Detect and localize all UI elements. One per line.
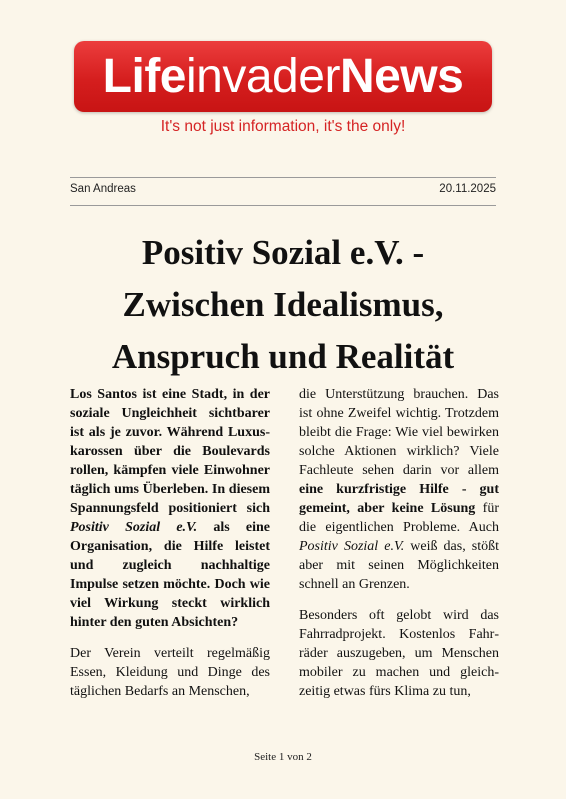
headline-line-2: Zwischen Idealismus, <box>122 285 444 324</box>
p1-text-3: weiß das, stößt aber mit seinen Möglichkeiten schnell an Grenzen. <box>299 539 499 592</box>
column-left <box>70 385 270 713</box>
dateline <box>70 183 496 195</box>
article-headline <box>30 227 536 383</box>
date: 20.11.2025 <box>439 183 496 195</box>
lifeinvader-news-logo <box>74 41 492 112</box>
paragraph-1-continued <box>299 385 499 594</box>
column-right <box>299 385 499 713</box>
bottom-rule <box>70 205 496 206</box>
logo-invader: invader <box>186 49 340 103</box>
lead-org-name: Positiv Sozial e.V. <box>70 520 198 535</box>
logo-life: Life <box>102 49 186 103</box>
logo-news: News <box>339 49 464 103</box>
lead-paragraph <box>70 385 270 632</box>
page-number: Seite 1 von 2 <box>254 751 312 763</box>
lead-text-1: Los Santos ist eine Stadt, in der soziale Ungleichheit sichtbarer ist als je zuvor. Während Luxuskarossen über die Boulevards rollen, kämpfen viele Einwohner täglich ums Überleben. In diesem Spannungsfeld positioniert sich <box>70 387 270 516</box>
headline-line-1: Positiv Sozial e.V. - <box>141 233 425 272</box>
paragraph-2: Besonders oft gelobt wird das Fahrradprojekt. Kostenlos Fahrräder auszugeben, um Menschen mobiler zu machen und gleichzeitig etwas fürs Klima zu tun, <box>299 608 499 699</box>
p1-org-name: Positiv Sozial e.V. <box>299 539 405 554</box>
tagline: It's not just information, it's the only! <box>160 118 406 135</box>
headline-line-3: Anspruch und Realität <box>111 337 455 376</box>
p1-text-2: für die eigentlichen Probleme. Auch <box>299 501 500 535</box>
top-rule <box>70 177 496 178</box>
paragraph-1: Der Verein verteilt regelmäßig Essen, Kleidung und Dinge des täglichen Bedarfs an Menschen, <box>70 646 270 699</box>
logo-wordmark <box>102 49 464 103</box>
lead-text-2: als eine Organisation, die Hilfe leistet und zugleich nachhaltige Impulse setzen möchte. Doch wie viel Wirkung steckt wirklich hinter den guten Absichten? <box>70 520 270 630</box>
location: San Andreas <box>70 183 136 195</box>
p1-text-1: die Unterstützung brauchen. Das ist ohne Zweifel wichtig. Trotzdem bleibt die Frage: Wie viel bewirken solche Aktionen wirklich? Viele Fachleute sehen darin vor allem <box>299 387 499 478</box>
p1-emphasis: eine kurzfristige Hilfe - gut gemeint, aber keine Lösung <box>299 482 499 516</box>
